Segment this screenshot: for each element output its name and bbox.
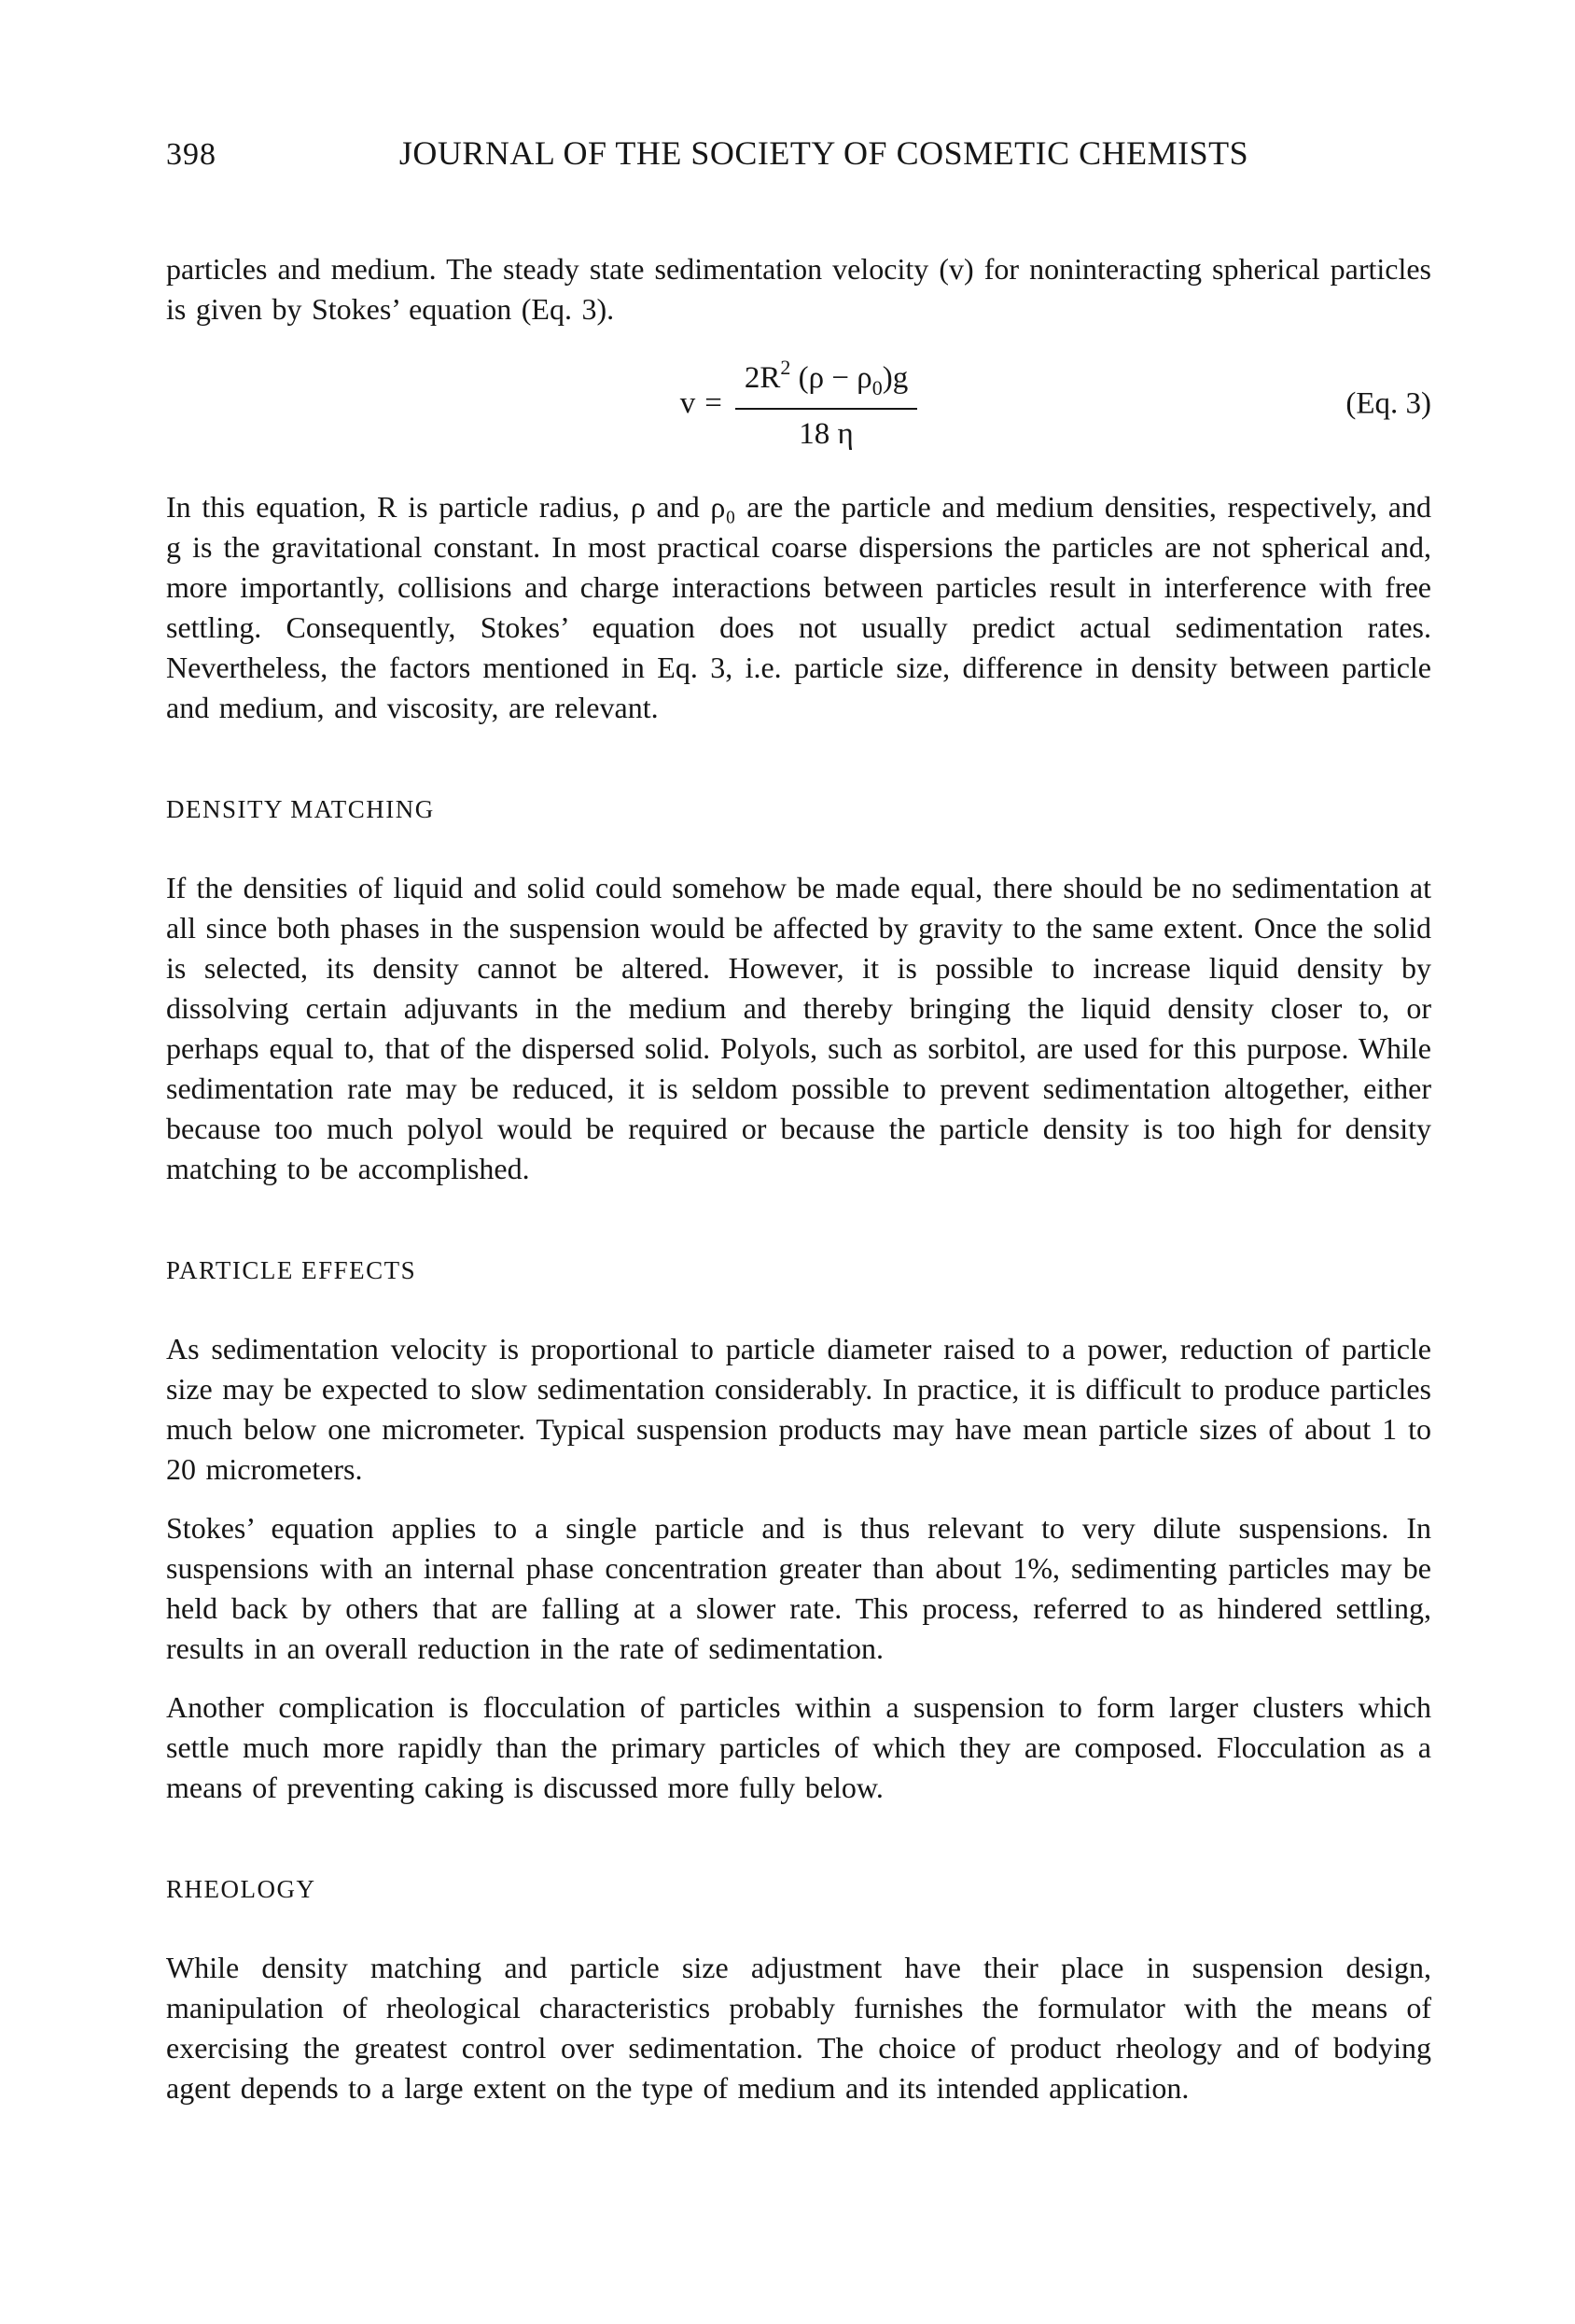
page-content bbox=[166, 0, 1431, 2108]
numerator-mid: (ρ − ρ bbox=[790, 361, 872, 395]
page-number: 398 bbox=[166, 137, 216, 172]
page-header bbox=[166, 133, 1431, 173]
intro-paragraph: particles and medium. The steady state sedimentation velocity (v) for noninteracting spherical particles is given by Stokes’ equation (Eq. 3). bbox=[166, 252, 1431, 326]
stokes-equation bbox=[680, 356, 917, 452]
body-paragraph: If the densities of liquid and solid could somehow be made equal, there should be no sedimentation at all since both phases in the suspension would be affected by gravity to the same extent. Once the solid is selected, its density cannot be altered. However, it is possible to increase liquid density by dissolving certain adjuvants in the medium and thereby bringing the liquid density closer to, or perhaps equal to, that of the dispersed solid. Polyols, such as sorbitol, are used for this purpose. While sedimentation rate may be reduced, it is seldom possible to prevent sedimentation altogether, either because too much polyol would be required or because the particle density is too high for density matching to be accomplished. bbox=[166, 871, 1431, 1185]
equation-denominator: 18 η bbox=[799, 417, 854, 451]
numerator-subscript: 0 bbox=[871, 376, 883, 399]
section-heading-rheology: RHEOLOGY bbox=[166, 1875, 316, 1903]
section-heading-particle-effects: PARTICLE EFFECTS bbox=[166, 1256, 417, 1284]
numerator-end: )g bbox=[882, 361, 909, 395]
body-paragraph: As sedimentation velocity is proportional to particle diameter raised to a power, reduction of particle size may be expected to slow sedimentation considerably. In practice, it is difficult to produce particles much below one micrometer. Typical suspension products may have mean particle sizes of about 1 to 20 micrometers. bbox=[166, 1332, 1431, 1486]
section-rheology bbox=[166, 1875, 1431, 2108]
section-heading-density-matching: DENSITY MATCHING bbox=[166, 795, 435, 823]
section-density-matching bbox=[166, 795, 1431, 1189]
numerator-base: 2R bbox=[744, 361, 781, 395]
equation-fraction bbox=[735, 356, 917, 452]
body-paragraph: Another complication is flocculation of particles within a suspension to form larger clusters which settle much more rapidly than the primary particles of which they are composed. Flocculation as a means of preventing caking is discussed more fully below. bbox=[166, 1690, 1431, 1804]
section-particle-effects bbox=[166, 1256, 1431, 1808]
numerator-exponent: 2 bbox=[780, 356, 791, 379]
body-paragraph: Stokes’ equation applies to a single particle and is thus relevant to very dilute suspensions. In suspensions with an internal phase concentration greater than about 1%, sedimenting particles may be held back by others that are falling at a slower rate. This process, referred to as hindered settling, results in an overall reduction in the rate of sedimentation. bbox=[166, 1511, 1431, 1665]
equation-lhs: v bbox=[679, 386, 696, 420]
equation-number-label: (Eq. 3) bbox=[1345, 386, 1431, 420]
equation-numerator bbox=[735, 356, 917, 410]
stokes-equation-block bbox=[166, 356, 1431, 452]
equation-discussion-paragraph: In this equation, R is particle radius, ρ and ρ₀ are the particle and medium densities, respectively, and g is the gravitational constant. In most practical coarse dispersions the particles are not spherical and, more importantly, collisions and charge interactions between particles result in interference with free settling. Consequently, Stokes’ equation does not usually predict actual sedimentation rates. Nevertheless, the factors mentioned in Eq. 3, i.e. particle size, difference in density between particle and medium, and viscosity, are relevant. bbox=[166, 490, 1431, 724]
body-paragraph: While density matching and particle size adjustment have their place in suspension design, manipulation of rheological characteristics probably furnishes the formulator with the means of exercising the greatest control over sedimentation. The choice of product rheology and of bodying agent depends to a large extent on the type of medium and its intended application. bbox=[166, 1951, 1431, 2105]
equation-equals: = bbox=[704, 386, 722, 420]
journal-header-title: JOURNAL OF THE SOCIETY OF COSMETIC CHEMISTS bbox=[398, 134, 1249, 172]
